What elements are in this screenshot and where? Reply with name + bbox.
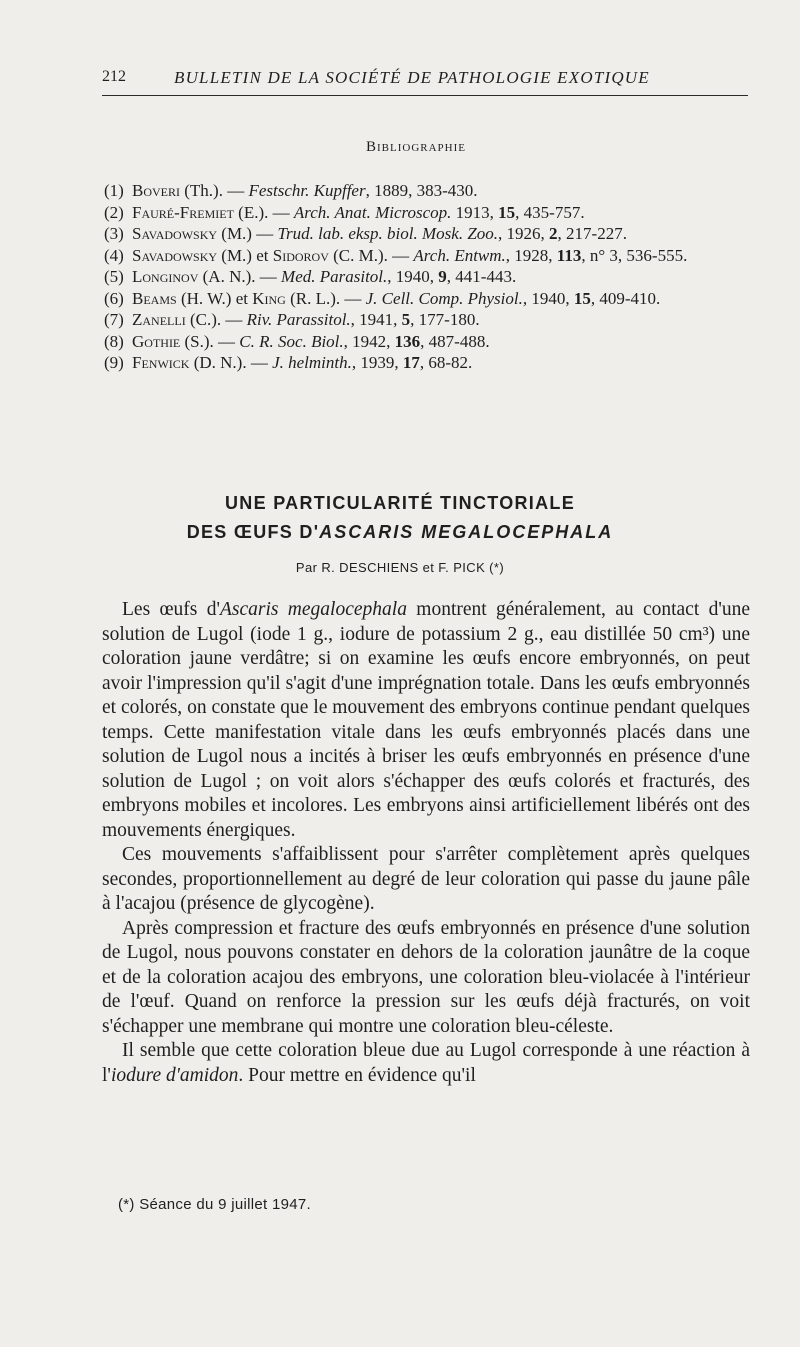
footnote: (*) Séance du 9 juillet 1947. <box>118 1196 311 1213</box>
paragraph-text: montrent généralement, au contact d'une solution de Lugol (iode 1 g., iodure de potassium 2 g., eau distillée 50 cm³) une coloration jaune verdâtre; si on examine les œufs encore embryonnés, on peut avoir l'impression qu'il s'agit d'une imprégnation totale. Dans les œufs embryonnés et colorés, on constate que le mouvement des embryons continue pendant quelques temps. Cette manifestation vitale dans les œufs embryonnés placés dans une solution de Lugol nous a incités à briser les œufs embryonnés en présence d'une solution de Lugol ; on voit alors s'échapper des œufs colorés et fracturés, des embryons mobiles et incolores. Les embryons ainsi artificiellement libérés ont des mouvements énergiques. <box>102 599 750 841</box>
bibliography-number: (8) <box>104 331 124 351</box>
byline: Par R. DESCHIENS et F. PICK (*) <box>295 560 505 575</box>
bibliography-coauthor-initials: (C. M.). — <box>328 245 414 265</box>
bibliography-year: , 1942, <box>343 331 395 351</box>
bibliography-pages: , 177-180. <box>410 310 480 329</box>
bibliography-author-initials: (H. W.) et <box>176 288 253 308</box>
bibliography-list <box>104 180 750 374</box>
bibliography-coauthor: Sidorov <box>272 245 329 265</box>
bibliography-source: Arch. Anat. Microscop. <box>293 202 452 222</box>
journal-title: BULLETIN DE LA SOCIÉTÉ DE PATHOLOGIE EXOTIQUE <box>174 68 650 87</box>
bibliography-source: Med. Parasitol. <box>281 267 388 286</box>
bibliography-entry <box>104 288 750 310</box>
bibliography-year: , 1928, <box>505 245 557 265</box>
bibliography-volume: 15 <box>573 288 591 308</box>
bibliography-author: Savadowsky <box>132 224 218 243</box>
bibliography-author-initials: (M.) et <box>217 245 273 265</box>
bibliography-year: 1913, <box>451 202 499 222</box>
bibliography-pages: , 487-488. <box>420 331 490 351</box>
bibliography-year: , 1940, <box>522 288 574 308</box>
bibliography-volume: 9 <box>438 267 447 286</box>
body-paragraph <box>102 917 750 1040</box>
italic-term: Ascaris megalocephala <box>219 599 407 620</box>
bibliography-entry <box>104 180 750 202</box>
paragraph-text: Il semble que cette coloration bleue due au Lugol corresponde à une réaction à l' <box>102 1040 750 1086</box>
article-title-line-1: UNE PARTICULARITÉ TINCTORIALE <box>224 493 576 513</box>
bibliography-year: , 1940, <box>387 267 439 286</box>
bibliography-volume: 113 <box>556 245 582 265</box>
header-rule <box>102 95 748 96</box>
bibliography-source: J. Cell. Comp. Physiol. <box>365 288 523 308</box>
bibliography-year: , 1939, <box>351 353 403 372</box>
bibliography-pages: , 409-410. <box>590 288 661 308</box>
paragraph-text: . Pour mettre en évidence qu'il <box>238 1064 476 1086</box>
bibliography-author-initials: (A. N.). — <box>198 267 282 286</box>
bibliography-coauthor: King <box>252 288 286 308</box>
bibliography-entry <box>104 202 750 224</box>
bibliography-entry <box>104 331 750 353</box>
bibliography-entry <box>104 309 750 331</box>
body-paragraph <box>102 843 750 917</box>
body-paragraph <box>102 598 750 843</box>
bibliography-heading: Bibliographie <box>366 139 466 155</box>
bibliography-number: (9) <box>104 353 124 372</box>
bibliography-author: Gothie <box>132 331 181 351</box>
bibliography-author: Savadowsky <box>132 245 218 265</box>
article-title-line-2 <box>0 522 800 543</box>
bibliography-pages: , 217-227. <box>557 224 627 243</box>
bibliography-source: J. helminth. <box>272 353 352 372</box>
bibliography-volume: 15 <box>498 202 516 222</box>
bibliography-source: Trud. lab. eksp. biol. Mosk. Zoo. <box>277 224 499 243</box>
bibliography-number: (7) <box>104 310 124 329</box>
bibliography-number: (6) <box>104 288 124 308</box>
bibliography-entry <box>104 245 750 267</box>
bibliography-source: Arch. Entwm. <box>413 245 506 265</box>
bibliography-year: , 1889, 383-430. <box>365 181 478 200</box>
bibliography-author-initials: (S.). — <box>180 331 240 351</box>
bibliography-volume: 17 <box>402 353 420 372</box>
bibliography-year: , 1926, <box>498 224 550 243</box>
bibliography-author: Fenwick <box>132 353 190 372</box>
bibliography-pages: , 441-443. <box>446 267 517 286</box>
bibliography-number: (3) <box>104 224 124 243</box>
bibliography-number: (2) <box>104 202 124 222</box>
article-title-species: ASCARIS MEGALOCEPHALA <box>319 522 614 542</box>
article-title-prefix: DES ŒUFS D' <box>186 522 320 542</box>
bibliography-author: Boveri <box>132 181 181 200</box>
bibliography-entry <box>104 352 750 374</box>
bibliography-author-initials: (C.). — <box>185 310 247 329</box>
bibliography-author-initials: (D. N.). — <box>189 353 273 372</box>
bibliography-author: Fauré-Fremiet <box>132 202 234 222</box>
body-paragraph <box>102 1039 750 1088</box>
page-number: 212 <box>102 68 126 85</box>
bibliography-pages: , 435-757. <box>515 202 585 222</box>
bibliography-source: Riv. Parassitol. <box>246 310 351 329</box>
bibliography-entry <box>104 223 750 245</box>
bibliography-pages: , n° 3, 536-555. <box>581 245 688 265</box>
bibliography-author-initials: (Th.). — <box>180 181 249 200</box>
paragraph-text: Ces mouvements s'affaiblissent pour s'arrêter complètement après quelques secondes, proportionnellement au degré de leur coloration qui passe du jaune pâle à l'acajou (présence de glycogène). <box>102 844 750 914</box>
article-body <box>102 598 750 1088</box>
bibliography-entry <box>104 266 750 288</box>
paragraph-text: Les œufs d' <box>122 599 220 620</box>
bibliography-number: (5) <box>104 267 124 286</box>
italic-term: iodure d'amidon <box>110 1064 239 1086</box>
bibliography-volume: 136 <box>394 331 421 351</box>
bibliography-year: , 1941, <box>350 310 402 329</box>
paragraph-text: Après compression et fracture des œufs embryonnés en présence d'une solution de Lugol, nous pouvons constater en dehors de la coloration jaunâtre de la coque et de la coloration acajou des embryons, une coloration bleu-violacée à l'intérieur de l'œuf. Quand on renforce la pression sur les œufs déjà fracturés, on voit s'échapper une membrane qui montre une coloration bleu-céleste. <box>102 917 750 1037</box>
bibliography-source: C. R. Soc. Biol. <box>239 331 344 351</box>
bibliography-volume: 5 <box>401 310 411 329</box>
bibliography-author: Longinov <box>132 267 199 286</box>
bibliography-pages: , 68-82. <box>419 353 473 372</box>
running-head <box>102 64 748 90</box>
bibliography-number: (1) <box>104 181 124 200</box>
bibliography-source: Festschr. Kupffer <box>248 181 366 200</box>
bibliography-author: Zanelli <box>132 310 186 329</box>
bibliography-number: (4) <box>104 245 124 265</box>
bibliography-author-initials: (E.). — <box>233 202 294 222</box>
bibliography-author-initials: (M.) — <box>217 224 278 243</box>
bibliography-coauthor-initials: (R. L.). — <box>285 288 366 308</box>
bibliography-volume: 2 <box>549 224 558 243</box>
bibliography-author: Beams <box>132 288 177 308</box>
